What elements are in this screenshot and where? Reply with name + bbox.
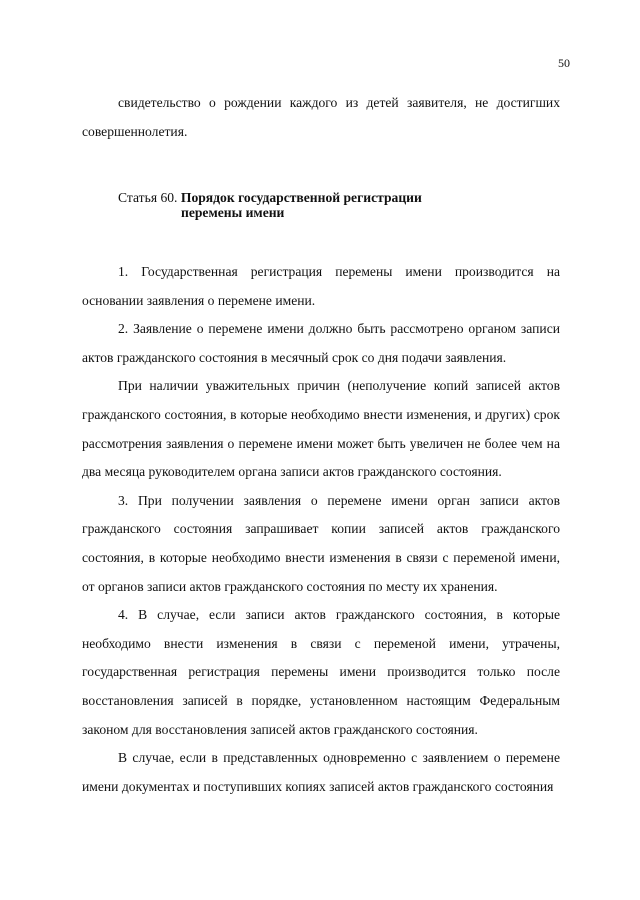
- intro-paragraph: свидетельство о рождении каждого из детей заявителя, не достигших совершеннолетия.: [82, 95, 560, 139]
- paragraph: В случае, если в представленных одновременно с заявлением о перемене имени документах и поступивших копиях записей актов гражданского состояния: [82, 750, 560, 794]
- intro-block: [82, 89, 560, 146]
- article-body: [82, 258, 560, 801]
- paragraph: 1. Государственная регистрация перемены имени производится на основании заявления о перемене имени.: [82, 264, 560, 308]
- article-heading: [118, 190, 422, 220]
- article-number: Статья 60.: [118, 190, 178, 205]
- paragraph: 3. При получении заявления о перемене имени орган записи актов гражданского состояния запрашивает копии записей актов гражданского состояния, в которые необходимо внести изменения в связи с переменой имени, от органов записи актов гражданского состояния по месту их хранения.: [82, 492, 560, 594]
- article-title-line2: перемены имени: [181, 205, 285, 220]
- page-number: 50: [558, 56, 570, 70]
- paragraph: При наличии уважительных причин (неполучение копий записей актов гражданского состояния, в которые необходимо внести изменения, и других) срок рассмотрения заявления о перемене имени может быть увеличен не более чем на два месяца руководителем органа записи актов гражданского состояния.: [82, 378, 560, 480]
- paragraph: 2. Заявление о перемене имени должно быть рассмотрено органом записи актов гражданского состояния в месячный срок со дня подачи заявления.: [82, 321, 560, 365]
- article-title-line1: Порядок государственной регистрации: [180, 190, 422, 205]
- paragraph: 4. В случае, если записи актов гражданского состояния, в которые необходимо внести изменения в связи с переменой имени, утрачены, государственная регистрация перемены имени производится только после восстановления записей в порядке, установленном настоящим Федеральным законом для восстановления записей актов гражданского состояния.: [82, 607, 560, 737]
